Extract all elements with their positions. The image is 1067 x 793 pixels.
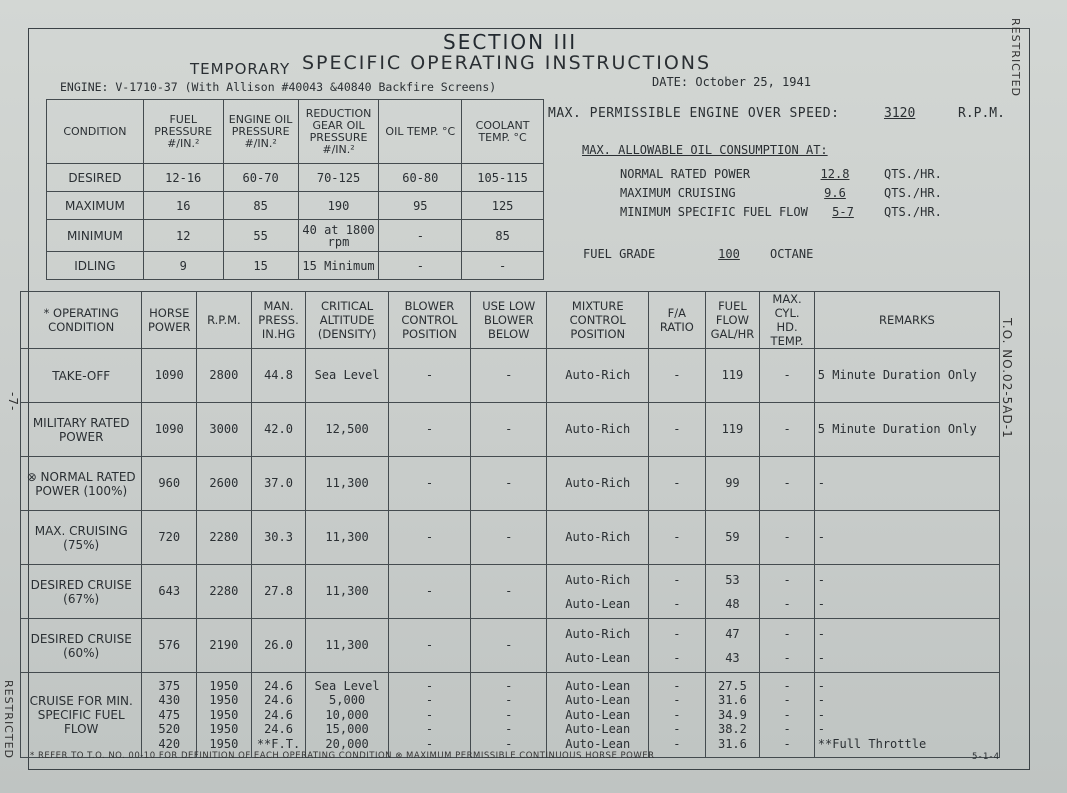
ot-value: - [673, 476, 681, 491]
ot-cell-man [251, 673, 306, 758]
ot-cell-flow [705, 457, 760, 511]
pt-cell: 85 [223, 192, 298, 220]
ot-value: - [817, 530, 826, 545]
ot-value: 24.6 [264, 707, 293, 722]
ot-cell-flow [705, 403, 760, 457]
ot-value: - [817, 476, 826, 491]
ot-value: 2280 [209, 530, 239, 545]
ot-value: 5,000 [329, 693, 366, 708]
engine-line: ENGINE: V-1710-37 (With Allison #40043 &40840 Backfire Screens) [60, 80, 497, 94]
ot-cell-rem [814, 673, 999, 758]
ot-cell-blower [388, 673, 470, 758]
oil-row-label: MAXIMUM CRUISING [620, 186, 736, 200]
ot-value: - [673, 693, 681, 708]
oil-row-unit: QTS./HR. [884, 205, 942, 219]
ot-value: 24.6 [264, 678, 293, 693]
ot-cell-man [251, 457, 306, 511]
ot-cell-rem [814, 403, 999, 457]
ot-cell-rpm [197, 619, 251, 673]
ot-value: 520 [158, 722, 181, 737]
ot-value: - [673, 707, 681, 722]
ot-cell-hp [142, 619, 197, 673]
ot-value: - [783, 722, 791, 737]
ot-cell-alt [306, 565, 388, 619]
ot-value: - [817, 678, 826, 693]
stamp-mark: 5-1-4 [972, 752, 1000, 762]
ot-cell-low [471, 673, 547, 758]
ot-value: - [505, 707, 513, 722]
table-row [47, 220, 544, 252]
ot-header-rpm: R.P.M. [197, 292, 251, 349]
ot-cell-alt [306, 403, 388, 457]
ot-value: - [783, 693, 791, 708]
ot-value: - [505, 693, 513, 708]
ot-header-remarks: REMARKS [814, 292, 999, 349]
ot-value: Auto-Lean [565, 693, 631, 708]
title-temporary: TEMPORARY [190, 60, 291, 78]
ot-value: Auto-Lean [565, 736, 631, 751]
ot-value: 643 [158, 584, 181, 599]
ot-value: Auto-Lean [565, 722, 631, 737]
oil-row-unit: QTS./HR. [884, 186, 942, 200]
ot-value: Auto-Rich [565, 572, 631, 587]
ot-value: 576 [158, 638, 181, 653]
pt-cell: MINIMUM [47, 220, 144, 252]
ot-value: - [783, 626, 791, 641]
pt-cell: 15 [223, 252, 298, 280]
ot-cell-fa [649, 403, 705, 457]
ot-value: - [425, 722, 434, 737]
ot-cell-cyl [760, 511, 814, 565]
ot-value: 47 [725, 626, 740, 641]
ot-cell-flow [705, 565, 760, 619]
ot-value: - [673, 736, 681, 751]
ot-value: 119 [721, 422, 744, 437]
ot-cell-low [471, 619, 547, 673]
ot-header-row [21, 292, 1000, 349]
ot-value: 1950 [209, 736, 239, 751]
ot-value: 99 [725, 476, 740, 491]
pt-header-reduction-gear: REDUCTION GEAR OIL PRESSURE #/IN.² [298, 100, 379, 164]
pt-cell: 95 [379, 192, 462, 220]
ot-value: - [425, 368, 434, 383]
ot-value: - [425, 736, 434, 751]
ot-cell-cyl [760, 349, 814, 403]
ot-value: - [425, 476, 434, 491]
page-title: SPECIFIC OPERATING INSTRUCTIONS [302, 52, 712, 74]
ot-value: - [783, 650, 791, 665]
ot-value: Auto-Lean [565, 707, 631, 722]
pt-cell: 40 at 1800 rpm [298, 220, 379, 252]
ot-cell-rem [814, 457, 999, 511]
pt-cell: DESIRED [47, 164, 144, 192]
ot-value: Auto-Rich [565, 422, 631, 437]
ot-value: - [817, 722, 826, 737]
pt-header-oil-temp: OIL TEMP. °C [379, 100, 462, 164]
ot-value: - [817, 626, 826, 641]
table-row [21, 673, 1000, 758]
ot-condition-cell: MILITARY RATED POWER [21, 403, 142, 457]
ot-value: 31.6 [717, 736, 747, 751]
ot-cell-man [251, 403, 306, 457]
ot-value: Auto-Rich [565, 476, 631, 491]
ot-value: - [783, 736, 791, 751]
ot-value: - [673, 626, 681, 641]
pt-cell: 9 [143, 252, 223, 280]
ot-value: - [673, 572, 681, 587]
pt-cell: 12-16 [143, 164, 223, 192]
oil-row-label: MINIMUM SPECIFIC FUEL FLOW [620, 205, 808, 219]
ot-value: - [783, 572, 791, 587]
ot-cell-hp [142, 565, 197, 619]
ot-value: - [505, 638, 513, 653]
ot-value: 1950 [209, 693, 239, 708]
ot-value: - [673, 368, 681, 383]
ot-value: 2280 [209, 584, 239, 599]
ot-value: Sea Level [314, 678, 380, 693]
ot-value: 59 [725, 530, 740, 545]
operating-table [20, 291, 1000, 758]
ot-value: - [505, 530, 513, 545]
ot-header-condition: * OPERATING CONDITION [21, 292, 142, 349]
ot-value: Auto-Lean [565, 596, 631, 611]
ot-value: 2800 [209, 368, 239, 383]
ot-value: 30.3 [264, 530, 293, 545]
restricted-marking-top: RESTRICTED [1009, 18, 1022, 98]
ot-cell-cyl [760, 403, 814, 457]
ot-value: - [425, 707, 434, 722]
ot-cell-mix [547, 349, 649, 403]
ot-cell-blower [388, 619, 470, 673]
ot-header-man-press: MAN. PRESS. IN.HG [251, 292, 306, 349]
ot-value: 119 [721, 368, 744, 383]
table-row [21, 349, 1000, 403]
pressure-table [46, 99, 544, 280]
ot-cell-fa [649, 457, 705, 511]
ot-cell-mix [547, 403, 649, 457]
ot-value: Auto-Lean [565, 678, 631, 693]
ot-value: - [783, 476, 791, 491]
table-row [21, 565, 1000, 619]
oil-row-value: 9.6 [824, 186, 846, 200]
table-row [21, 403, 1000, 457]
pt-header-coolant-temp: COOLANT TEMP. °C [462, 100, 544, 164]
ot-value: - [673, 530, 681, 545]
ot-cell-flow [705, 619, 760, 673]
ot-condition-cell: DESIRED CRUISE (67%) [21, 565, 142, 619]
pt-cell: 55 [223, 220, 298, 252]
ot-value: - [505, 678, 513, 693]
ot-value: Auto-Rich [565, 368, 631, 383]
ot-cell-rpm [197, 673, 251, 758]
footnote: * REFER TO T.O. NO. 00-10 FOR DEFINITION OF EACH OPERATING CONDITION ⊗ MAXIMUM PERMISSIBLE CONTINUOUS HORSE POWER [30, 751, 655, 761]
table-row [47, 252, 544, 280]
ot-cell-flow [705, 511, 760, 565]
ot-value: 27.5 [717, 678, 747, 693]
ot-value: 2600 [209, 476, 239, 491]
ot-condition-cell: CRUISE FOR MIN. SPECIFIC FUEL FLOW [21, 673, 142, 758]
ot-cell-fa [649, 619, 705, 673]
ot-cell-man [251, 511, 306, 565]
pt-cell: 16 [143, 192, 223, 220]
ot-value: 38.2 [717, 722, 747, 737]
page-number: -7- [6, 392, 20, 412]
ot-cell-flow [705, 349, 760, 403]
ot-value: 42.0 [264, 422, 293, 437]
ot-cell-alt [306, 619, 388, 673]
table-row [21, 511, 1000, 565]
ot-value: 10,000 [325, 707, 369, 722]
date-line: DATE: October 25, 1941 [652, 75, 811, 89]
table-row [47, 164, 544, 192]
ot-cell-mix [547, 619, 649, 673]
ot-cell-blower [388, 349, 470, 403]
ot-value: - [505, 584, 513, 599]
ot-cell-low [471, 511, 547, 565]
ot-cell-mix [547, 673, 649, 758]
ot-cell-fa [649, 511, 705, 565]
ot-value: - [673, 650, 681, 665]
ot-cell-blower [388, 565, 470, 619]
ot-cell-cyl [760, 673, 814, 758]
pt-cell: 105-115 [462, 164, 544, 192]
ot-value: - [425, 530, 434, 545]
ot-cell-mix [547, 457, 649, 511]
ot-value: - [817, 572, 826, 587]
ot-cell-low [471, 403, 547, 457]
ot-cell-mix [547, 565, 649, 619]
ot-value: 1950 [209, 707, 239, 722]
ot-value: - [817, 707, 826, 722]
ot-cell-fa [649, 565, 705, 619]
ot-value: - [783, 368, 791, 383]
ot-cell-hp [142, 511, 197, 565]
ot-value: - [783, 422, 791, 437]
ot-cell-rem [814, 511, 999, 565]
ot-cell-rpm [197, 511, 251, 565]
ot-value: 1090 [154, 422, 184, 437]
ot-value: - [817, 650, 826, 665]
ot-value: 12,500 [325, 422, 369, 437]
ot-value: - [425, 693, 434, 708]
ot-cell-rpm [197, 565, 251, 619]
ot-value: 720 [158, 530, 181, 545]
ot-header-fa-ratio: F/A RATIO [649, 292, 705, 349]
ot-cell-alt [306, 349, 388, 403]
section-heading: SECTION III [443, 30, 578, 54]
oil-row-unit: QTS./HR. [884, 167, 942, 181]
ot-value: 1950 [209, 722, 239, 737]
ot-value: 24.6 [264, 693, 293, 708]
ot-value: 1950 [209, 678, 239, 693]
ot-condition-cell: MAX. CRUISING (75%) [21, 511, 142, 565]
ot-value: **Full Throttle [817, 736, 927, 751]
ot-cell-man [251, 565, 306, 619]
ot-condition-cell: DESIRED CRUISE (60%) [21, 619, 142, 673]
ot-value: **F.T. [256, 736, 301, 751]
table-row [21, 619, 1000, 673]
ot-cell-fa [649, 673, 705, 758]
oil-consumption-header: MAX. ALLOWABLE OIL CONSUMPTION AT: [582, 143, 828, 157]
pt-cell: 60-70 [223, 164, 298, 192]
ot-cell-cyl [760, 457, 814, 511]
ot-value: 48 [725, 596, 740, 611]
table-row [21, 457, 1000, 511]
ot-cell-blower [388, 457, 470, 511]
ot-value: - [505, 736, 513, 751]
ot-value: - [673, 722, 681, 737]
ot-value: 3000 [209, 422, 239, 437]
ot-cell-rpm [197, 457, 251, 511]
oil-row-value: 12.8 [820, 167, 850, 181]
pt-cell: 125 [462, 192, 544, 220]
ot-cell-rem [814, 565, 999, 619]
ot-value: - [425, 638, 434, 653]
ot-cell-alt [306, 673, 388, 758]
pt-cell: MAXIMUM [47, 192, 144, 220]
pt-cell: 60-80 [379, 164, 462, 192]
ot-value: - [783, 707, 791, 722]
ot-value: 11,300 [325, 476, 369, 491]
ot-header-cyl-temp: MAX. CYL. HD. TEMP. [760, 292, 814, 349]
ot-cell-rpm [197, 349, 251, 403]
ot-value: - [505, 722, 513, 737]
ot-value: - [783, 678, 791, 693]
ot-cell-low [471, 457, 547, 511]
fuel-grade-label: FUEL GRADE [583, 247, 656, 261]
ot-cell-cyl [760, 565, 814, 619]
ot-value: 34.9 [717, 707, 747, 722]
ot-value: - [425, 422, 434, 437]
ot-value: 43 [725, 650, 740, 665]
oil-row-value: 5-7 [832, 205, 854, 219]
ot-value: 420 [158, 736, 181, 751]
ot-value: - [673, 596, 681, 611]
ot-value: - [673, 678, 681, 693]
table-row [47, 192, 544, 220]
ot-value: Sea Level [314, 368, 380, 383]
ot-value: 1090 [154, 368, 184, 383]
ot-header-mixture: MIXTURE CONTROL POSITION [547, 292, 649, 349]
ot-cell-flow [705, 673, 760, 758]
ot-value: - [673, 422, 681, 437]
ot-cell-hp [142, 457, 197, 511]
ot-header-hp: HORSE POWER [142, 292, 197, 349]
pt-cell: 70-125 [298, 164, 379, 192]
ot-value: 27.8 [264, 584, 293, 599]
ot-value: 11,300 [325, 530, 369, 545]
ot-cell-fa [649, 349, 705, 403]
ot-cell-blower [388, 403, 470, 457]
ot-cell-man [251, 349, 306, 403]
pt-cell: 12 [143, 220, 223, 252]
ot-value: 26.0 [264, 638, 293, 653]
ot-value: 37.0 [264, 476, 293, 491]
ot-cell-rem [814, 349, 999, 403]
ot-cell-alt [306, 511, 388, 565]
fuel-grade-unit: OCTANE [770, 247, 814, 261]
ot-value: 53 [725, 572, 740, 587]
restricted-marking-bottom: RESTRICTED [2, 680, 15, 760]
to-number: T.O. NO.02-5AD-1 [1000, 318, 1014, 439]
overspeed-value: 3120 [884, 106, 916, 121]
ot-value: Auto-Lean [565, 650, 631, 665]
ot-value: - [425, 678, 434, 693]
overspeed-label: MAX. PERMISSIBLE ENGINE OVER SPEED: [548, 106, 840, 121]
ot-value: 375 [158, 678, 181, 693]
ot-value: - [817, 596, 826, 611]
ot-value: 11,300 [325, 638, 369, 653]
pt-cell: - [462, 252, 544, 280]
ot-cell-blower [388, 511, 470, 565]
ot-value: 31.6 [717, 693, 747, 708]
ot-value: - [817, 693, 826, 708]
ot-header-altitude: CRITICAL ALTITUDE (DENSITY) [306, 292, 388, 349]
oil-row-label: NORMAL RATED POWER [620, 167, 751, 181]
ot-cell-low [471, 349, 547, 403]
ot-value: - [783, 530, 791, 545]
ot-value: - [505, 422, 513, 437]
ot-value: 960 [158, 476, 181, 491]
ot-value: - [505, 368, 513, 383]
ot-value: 430 [158, 693, 181, 708]
ot-value: 2190 [209, 638, 239, 653]
ot-cell-man [251, 619, 306, 673]
ot-condition-cell: ⊗ NORMAL RATED POWER (100%) [21, 457, 142, 511]
pt-cell: 15 Minimum [298, 252, 379, 280]
ot-value: - [783, 596, 791, 611]
ot-cell-rpm [197, 403, 251, 457]
ot-header-fuel-flow: FUEL FLOW GAL/HR [705, 292, 760, 349]
ot-value: Auto-Rich [565, 530, 631, 545]
ot-cell-rem [814, 619, 999, 673]
ot-cell-hp [142, 403, 197, 457]
ot-value: 475 [158, 707, 181, 722]
pt-header-condition: CONDITION [47, 100, 144, 164]
pt-cell: - [379, 220, 462, 252]
pt-cell: - [379, 252, 462, 280]
ot-cell-cyl [760, 619, 814, 673]
ot-value: 5 Minute Duration Only [817, 368, 977, 383]
ot-value: 11,300 [325, 584, 369, 599]
pt-header-fuel: FUEL PRESSURE #/IN.² [143, 100, 223, 164]
pt-cell: IDLING [47, 252, 144, 280]
ot-value: 15,000 [325, 722, 369, 737]
ot-value: 24.6 [264, 722, 293, 737]
pt-header-engine-oil: ENGINE OIL PRESSURE #/IN.² [223, 100, 298, 164]
ot-value: 44.8 [264, 368, 293, 383]
ot-condition-cell: TAKE-OFF [21, 349, 142, 403]
ot-value: - [425, 584, 434, 599]
ot-value: - [505, 476, 513, 491]
ot-value: Auto-Rich [565, 626, 631, 641]
ot-value: 20,000 [325, 736, 369, 751]
fuel-grade-value: 100 [718, 247, 740, 261]
ot-header-blower: BLOWER CONTROL POSITION [388, 292, 470, 349]
ot-value: 5 Minute Duration Only [817, 422, 977, 437]
overspeed-unit: R.P.M. [958, 106, 1005, 121]
ot-cell-alt [306, 457, 388, 511]
ot-cell-low [471, 565, 547, 619]
pt-cell: 190 [298, 192, 379, 220]
ot-cell-hp [142, 673, 197, 758]
ot-cell-mix [547, 511, 649, 565]
ot-header-low-blower: USE LOW BLOWER BELOW [471, 292, 547, 349]
ot-cell-hp [142, 349, 197, 403]
pt-cell: 85 [462, 220, 544, 252]
